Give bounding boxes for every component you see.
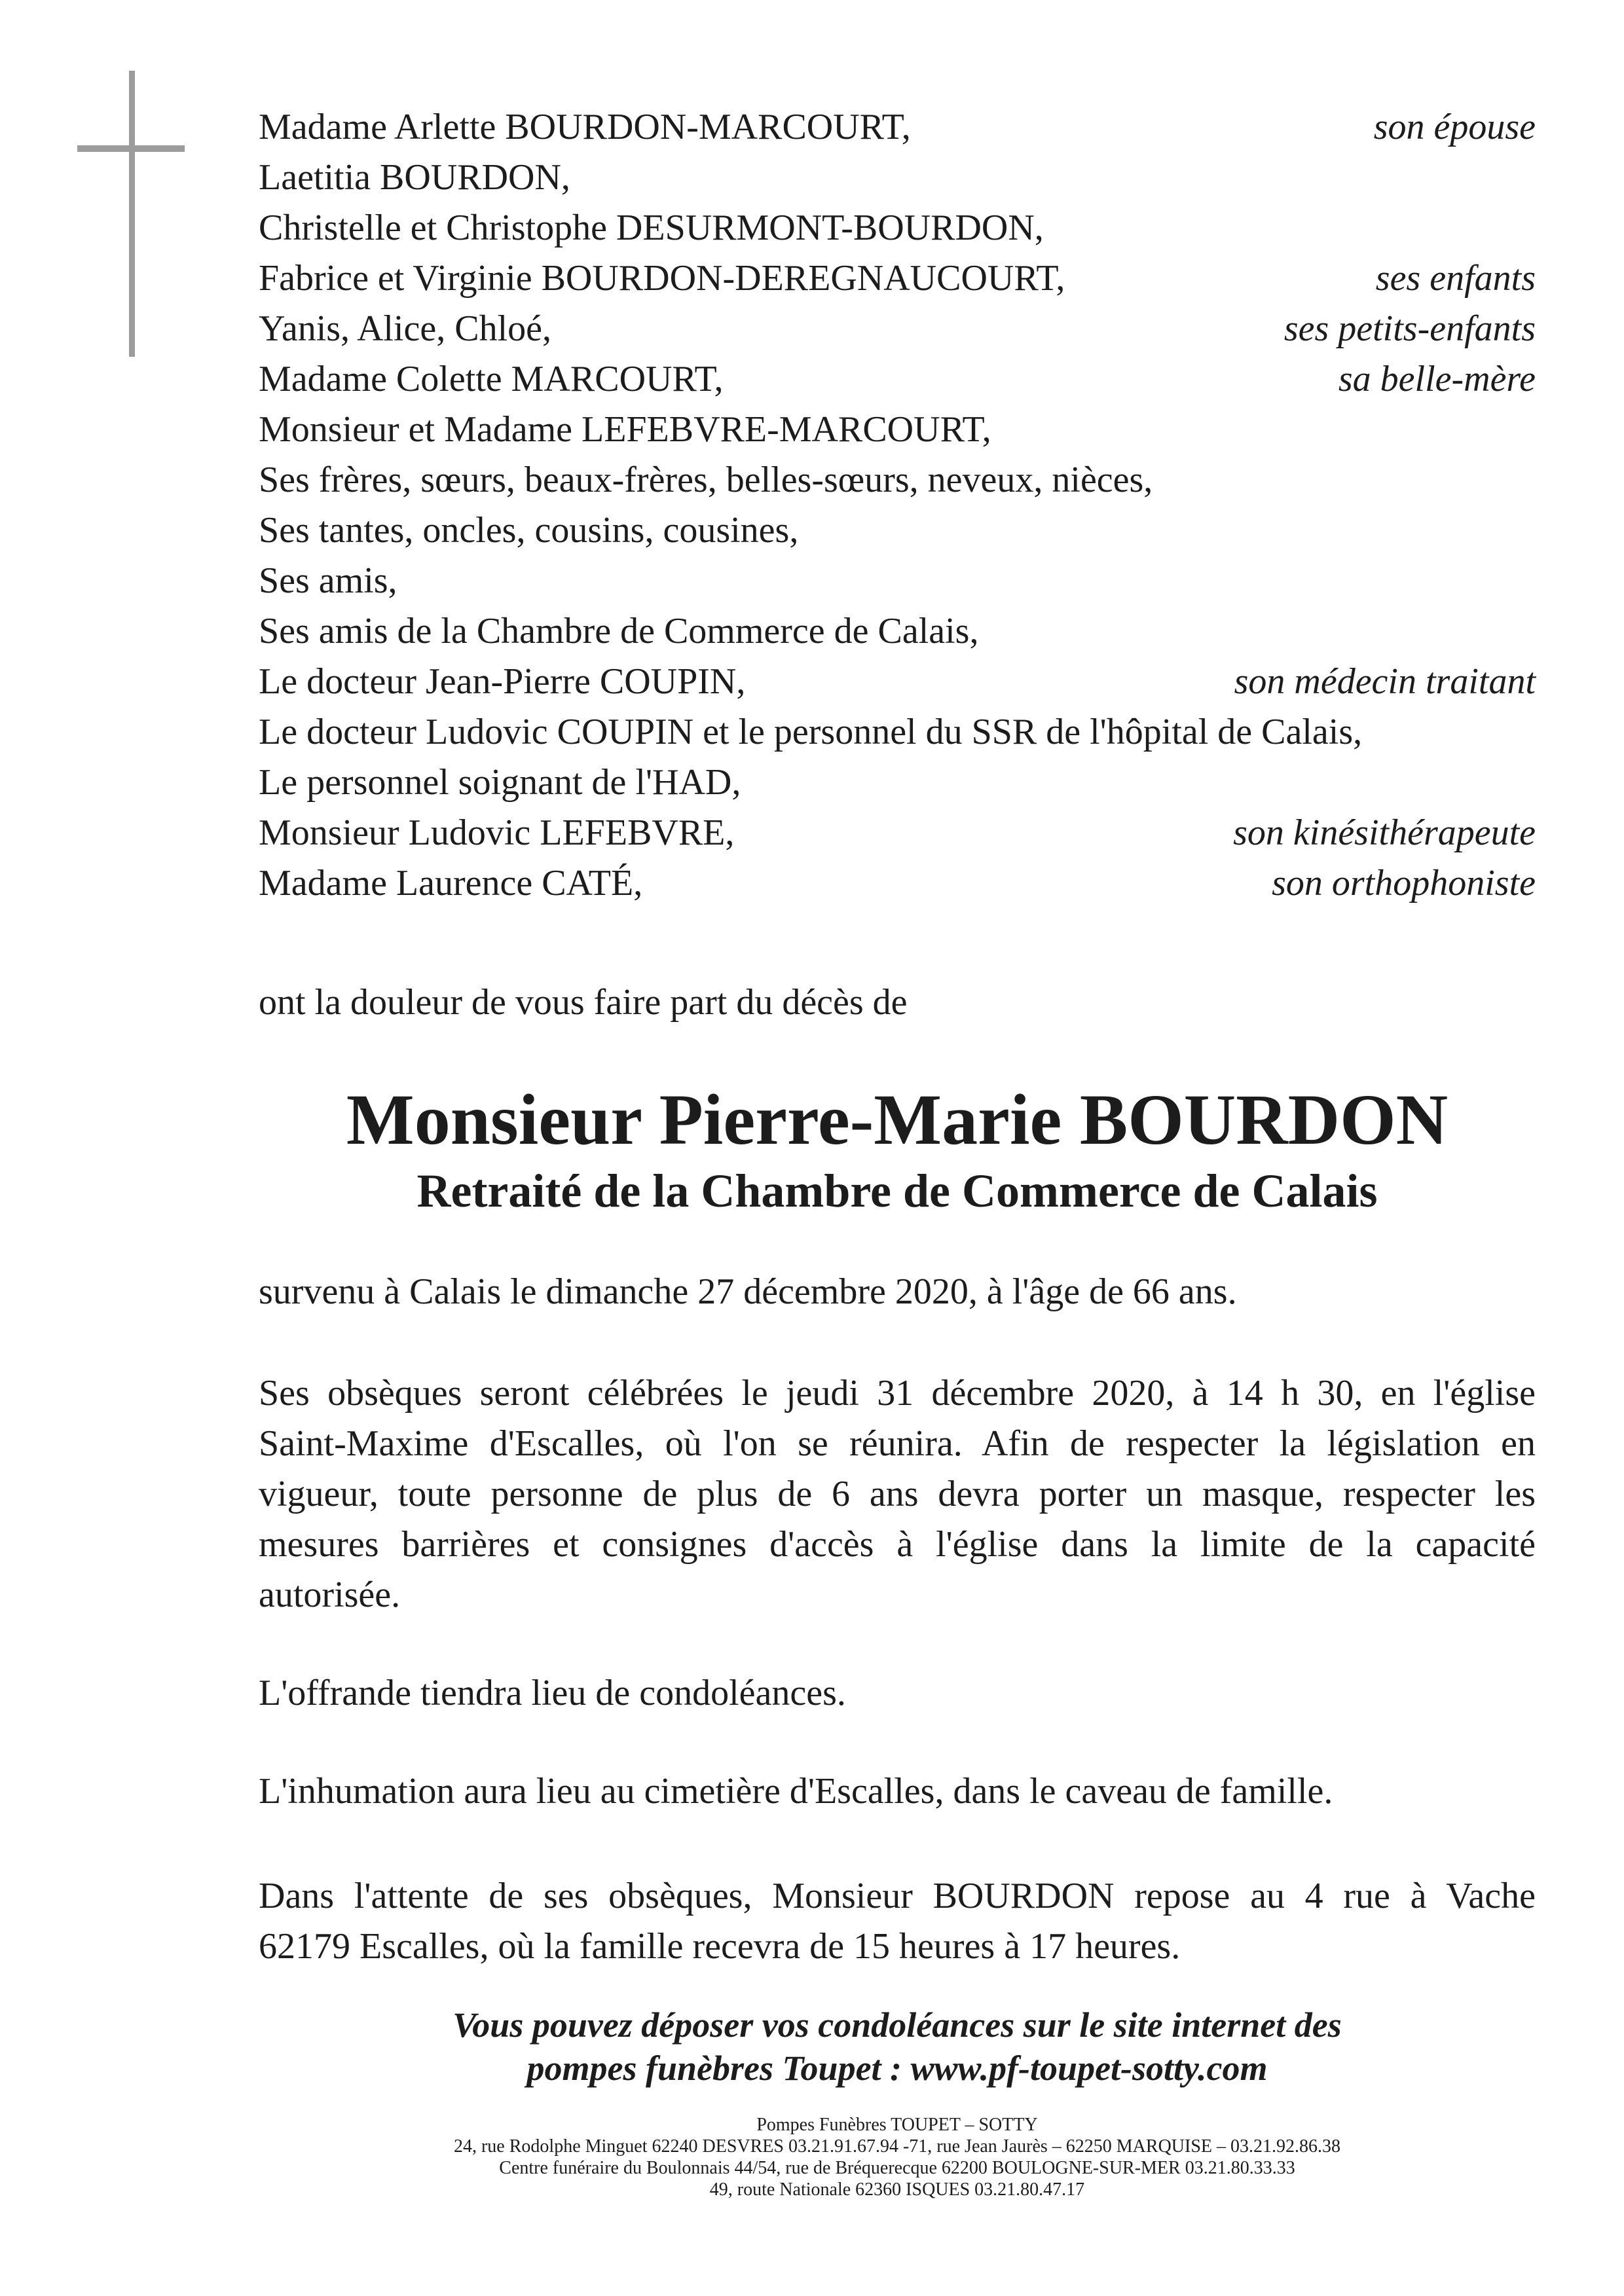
family-name: Le docteur Jean-Pierre COUPIN, bbox=[259, 661, 746, 702]
funeral-paragraph bbox=[259, 1368, 1536, 1620]
family-row bbox=[259, 253, 1536, 304]
repose-paragraph bbox=[259, 1871, 1536, 1972]
family-row bbox=[259, 455, 1536, 505]
condolence-note bbox=[259, 2003, 1536, 2090]
family-name: Christelle et Christophe DESURMONT-BOURDON, bbox=[259, 208, 1044, 248]
family-name: Monsieur Ludovic LEFEBVRE, bbox=[259, 812, 735, 853]
family-row bbox=[259, 707, 1536, 757]
cross-horizontal-bar bbox=[77, 145, 185, 152]
paragraph-line: autorisée. bbox=[259, 1575, 401, 1615]
condolence-note-line: Vous pouvez déposer vos condoléances sur le site internet des bbox=[452, 2005, 1342, 2045]
relation-label: son médecin traitant bbox=[1234, 661, 1536, 702]
paragraph-line: Ses obsèques seront célébrées le jeudi 31 décembre 2020, à 14 h 30, en l'église bbox=[259, 1373, 1536, 1413]
death-details: survenu à Calais le dimanche 27 décembre 2020, à l'âge de 66 ans. bbox=[259, 1271, 1237, 1312]
family-name: Madame Laurence CATÉ, bbox=[259, 863, 643, 903]
family-row bbox=[259, 505, 1536, 556]
family-row bbox=[259, 657, 1536, 707]
family-row bbox=[259, 102, 1536, 153]
funeral-home-name: Pompes Funèbres TOUPET – SOTTY bbox=[756, 2115, 1038, 2135]
family-row bbox=[259, 153, 1536, 203]
family-name: Ses frères, sœurs, beaux-frères, belles-sœurs, neveux, nièces, bbox=[259, 460, 1153, 500]
offering-line: L'offrande tiendra lieu de condoléances. bbox=[259, 1673, 846, 1713]
paragraph-line: mesures barrières et consignes d'accès à l'église dans la limite de la capacité bbox=[259, 1524, 1536, 1565]
funeral-home-address: 24, rue Rodolphe Minguet 62240 DESVRES 03.21.91.67.94 -71, rue Jean Jaurès – 62250 MARQUISE – 03.21.92.86.38 bbox=[453, 2136, 1341, 2157]
announcement-intro: ont la douleur de vous faire part du décès de bbox=[259, 982, 908, 1023]
relation-label: ses petits-enfants bbox=[1283, 308, 1536, 349]
family-list bbox=[259, 102, 1536, 909]
family-name: Le docteur Ludovic COUPIN et le personnel du SSR de l'hôpital de Calais, bbox=[259, 712, 1363, 752]
relation-label: son épouse bbox=[1373, 107, 1536, 147]
family-name: Madame Arlette BOURDON-MARCOURT, bbox=[259, 107, 911, 147]
family-name: Monsieur et Madame LEFEBVRE-MARCOURT, bbox=[259, 409, 991, 450]
family-row bbox=[259, 203, 1536, 253]
relation-label: son kinésithérapeute bbox=[1233, 812, 1536, 853]
family-name: Yanis, Alice, Chloé, bbox=[259, 308, 551, 349]
paragraph-line: Dans l'attente de ses obsèques, Monsieur BOURDON repose au 4 rue à Vache bbox=[259, 1876, 1536, 1916]
burial-line: L'inhumation aura lieu au cimetière d'Escalles, dans le caveau de famille. bbox=[259, 1771, 1333, 1812]
family-row bbox=[259, 808, 1536, 858]
family-name: Ses amis de la Chambre de Commerce de Calais, bbox=[259, 611, 979, 651]
family-name: Fabrice et Virginie BOURDON-DEREGNAUCOURT, bbox=[259, 258, 1065, 299]
family-row bbox=[259, 405, 1536, 455]
cross-vertical-bar bbox=[129, 71, 135, 357]
family-name: Ses amis, bbox=[259, 560, 397, 601]
relation-label: sa belle-mère bbox=[1338, 359, 1536, 399]
paragraph-line: 62179 Escalles, où la famille recevra de 15 heures à 17 heures. bbox=[259, 1926, 1181, 1967]
relation-label: ses enfants bbox=[1375, 258, 1536, 299]
family-name: Laetitia BOURDON, bbox=[259, 157, 570, 198]
paragraph-line: Saint-Maxime d'Escalles, où l'on se réunira. Afin de respecter la législation en bbox=[259, 1423, 1536, 1464]
deceased-name: Monsieur Pierre-Marie BOURDON bbox=[346, 1080, 1449, 1159]
family-row bbox=[259, 304, 1536, 354]
family-row bbox=[259, 556, 1536, 606]
family-name: Ses tantes, oncles, cousins, cousines, bbox=[259, 510, 799, 551]
family-row bbox=[259, 354, 1536, 405]
deceased-title: Retraité de la Chambre de Commerce de Calais bbox=[416, 1165, 1378, 1217]
condolence-note-line: pompes funèbres Toupet : www.pf-toupet-sotty.com bbox=[526, 2049, 1268, 2088]
relation-label: son orthophoniste bbox=[1272, 863, 1536, 903]
funeral-home-footer bbox=[259, 2114, 1536, 2200]
family-name: Madame Colette MARCOURT, bbox=[259, 359, 724, 399]
family-row bbox=[259, 606, 1536, 657]
family-name: Le personnel soignant de l'HAD, bbox=[259, 762, 741, 803]
family-row bbox=[259, 858, 1536, 909]
family-row bbox=[259, 757, 1536, 808]
funeral-home-address: Centre funéraire du Boulonnais 44/54, rue de Bréquerecque 62200 BOULOGNE-SUR-MER 03.21.80.33.33 bbox=[499, 2158, 1295, 2178]
paragraph-line: vigueur, toute personne de plus de 6 ans devra porter un masque, respecter les bbox=[259, 1474, 1536, 1514]
funeral-home-address: 49, route Nationale 62360 ISQUES 03.21.80.47.17 bbox=[709, 2179, 1085, 2200]
